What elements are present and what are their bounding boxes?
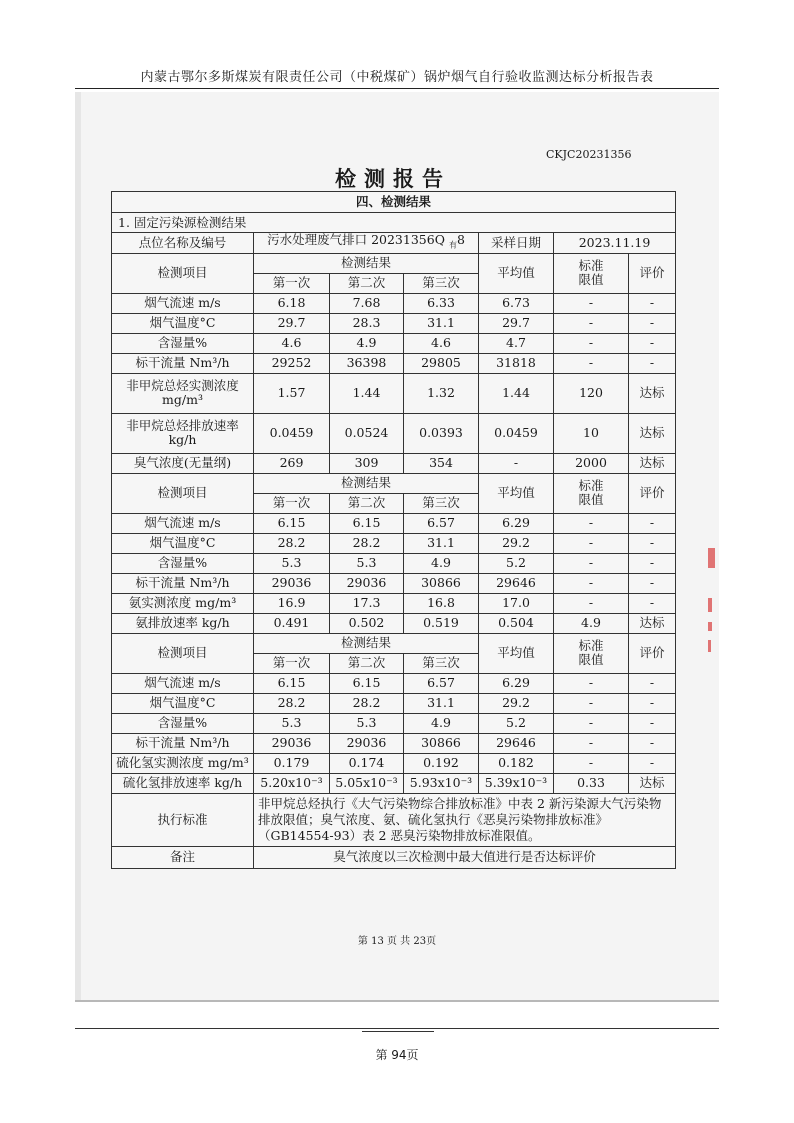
row-run2-value: 6.15 (330, 513, 404, 533)
table-row (112, 533, 676, 553)
row-run1-value: 6.18 (254, 293, 330, 313)
row-average-value: 0.182 (479, 753, 554, 773)
row-item-name: 臭气浓度(无量纲) (112, 453, 254, 473)
column-eval-header: 评价 (629, 633, 676, 673)
row-limit-value: - (554, 713, 629, 733)
row-run2-value: 309 (330, 453, 404, 473)
column-run2-header: 第二次 (330, 273, 404, 293)
row-run2-value: 28.2 (330, 693, 404, 713)
subsection-title: 1. 固定污染源检测结果 (112, 213, 676, 233)
row-evaluation: - (629, 293, 676, 313)
page-header: 内蒙古鄂尔多斯煤炭有限责任公司（中税煤矿）锅炉烟气自行验收监测达标分析报告表 (140, 70, 654, 85)
row-evaluation: 达标 (629, 453, 676, 473)
site-row (112, 233, 676, 254)
standard-text: 非甲烷总烃执行《大气污染物综合排放标准》中表 2 新污染源大气污染物排放限值；臭气浓度、氨、硫化氢执行《恶臭污染物排放标准》（GB14554-93）表 2 恶臭污染物排放标准限值。 (254, 793, 676, 846)
row-item-name: 硫化氢排放速率 kg/h (112, 773, 254, 793)
report-title: 检测报告 (335, 166, 451, 191)
row-run3-value: 31.1 (404, 693, 479, 713)
row-average-value: 31818 (479, 353, 554, 373)
column-results-header: 检测结果 (254, 253, 479, 273)
row-item-name: 烟气温度°C (112, 693, 254, 713)
row-run3-value: 30866 (404, 573, 479, 593)
table-row (112, 373, 676, 413)
table-row (112, 513, 676, 533)
row-limit-value: - (554, 533, 629, 553)
table-row (112, 753, 676, 773)
table-row (112, 613, 676, 633)
column-eval-header: 评价 (629, 473, 676, 513)
row-run2-value: 4.9 (330, 333, 404, 353)
row-limit-value: 0.33 (554, 773, 629, 793)
column-item-header: 检测项目 (112, 633, 254, 673)
row-run1-value: 6.15 (254, 513, 330, 533)
row-limit-value: 4.9 (554, 613, 629, 633)
remark-row (112, 846, 676, 868)
row-run3-value: 31.1 (404, 313, 479, 333)
row-evaluation: - (629, 693, 676, 713)
row-average-value: 5.2 (479, 553, 554, 573)
table-row (112, 353, 676, 373)
row-run1-value: 6.15 (254, 673, 330, 693)
red-stamp-mark (708, 622, 712, 631)
row-run1-value: 5.3 (254, 553, 330, 573)
row-evaluation: - (629, 733, 676, 753)
row-average-value: 6.29 (479, 513, 554, 533)
row-evaluation: - (629, 333, 676, 353)
row-limit-value: - (554, 693, 629, 713)
row-run1-value: 5.20x10⁻³ (254, 773, 330, 793)
row-run2-value: 1.44 (330, 373, 404, 413)
column-run2-header: 第二次 (330, 493, 404, 513)
footer-rule-short (362, 1031, 434, 1032)
table-row (112, 713, 676, 733)
row-item-name: 氨排放速率 kg/h (112, 613, 254, 633)
row-evaluation: - (629, 533, 676, 553)
column-run1-header: 第一次 (254, 653, 330, 673)
row-run1-value: 269 (254, 453, 330, 473)
row-limit-value: - (554, 733, 629, 753)
row-run1-value: 29036 (254, 573, 330, 593)
column-limit-header: 标准 限值 (554, 253, 629, 293)
row-item-name: 烟气流速 m/s (112, 293, 254, 313)
row-average-value: - (479, 453, 554, 473)
column-eval-header: 评价 (629, 253, 676, 293)
row-evaluation: 达标 (629, 613, 676, 633)
row-run1-value: 4.6 (254, 333, 330, 353)
row-item-name: 标干流量 Nm³/h (112, 573, 254, 593)
red-stamp-mark (708, 548, 715, 568)
row-run3-value: 0.519 (404, 613, 479, 633)
row-run3-value: 5.93x10⁻³ (404, 773, 479, 793)
column-item-header: 检测项目 (112, 473, 254, 513)
row-evaluation: 达标 (629, 773, 676, 793)
column-run3-header: 第三次 (404, 273, 479, 293)
row-run2-value: 6.15 (330, 673, 404, 693)
row-average-value: 5.2 (479, 713, 554, 733)
row-average-value: 0.504 (479, 613, 554, 633)
row-run2-value: 5.3 (330, 553, 404, 573)
row-run2-value: 29036 (330, 573, 404, 593)
row-average-value: 29.7 (479, 313, 554, 333)
row-run1-value: 29252 (254, 353, 330, 373)
scan-edge-shadow (75, 92, 81, 1000)
column-header-row (112, 253, 676, 273)
row-run3-value: 0.0393 (404, 413, 479, 453)
column-limit-header: 标准 限值 (554, 473, 629, 513)
row-limit-value: 2000 (554, 453, 629, 473)
table-row (112, 673, 676, 693)
row-run3-value: 16.8 (404, 593, 479, 613)
row-item-name: 烟气温度°C (112, 533, 254, 553)
row-average-value: 29646 (479, 573, 554, 593)
table-row (112, 333, 676, 353)
row-run2-value: 7.68 (330, 293, 404, 313)
row-item-name: 氨实测浓度 mg/m³ (112, 593, 254, 613)
row-average-value: 29646 (479, 733, 554, 753)
row-evaluation: 达标 (629, 413, 676, 453)
table-row (112, 413, 676, 453)
column-run1-header: 第一次 (254, 493, 330, 513)
row-run2-value: 28.3 (330, 313, 404, 333)
table-row (112, 453, 676, 473)
row-item-name: 含湿量% (112, 333, 254, 353)
column-avg-header: 平均值 (479, 633, 554, 673)
column-results-header: 检测结果 (254, 633, 479, 653)
column-run2-header: 第二次 (330, 653, 404, 673)
row-evaluation: - (629, 753, 676, 773)
row-run2-value: 5.05x10⁻³ (330, 773, 404, 793)
row-limit-value: - (554, 353, 629, 373)
table-row (112, 313, 676, 333)
row-evaluation: - (629, 553, 676, 573)
row-limit-value: - (554, 753, 629, 773)
row-average-value: 6.73 (479, 293, 554, 313)
row-run3-value: 6.57 (404, 673, 479, 693)
row-item-name: 烟气流速 m/s (112, 673, 254, 693)
row-item-name: 标干流量 Nm³/h (112, 353, 254, 373)
row-run3-value: 31.1 (404, 533, 479, 553)
row-evaluation: - (629, 313, 676, 333)
column-run3-header: 第三次 (404, 653, 479, 673)
row-evaluation: - (629, 573, 676, 593)
column-header-row (112, 633, 676, 653)
row-run1-value: 1.57 (254, 373, 330, 413)
row-limit-value: - (554, 673, 629, 693)
row-run3-value: 30866 (404, 733, 479, 753)
row-run2-value: 29036 (330, 733, 404, 753)
row-run3-value: 4.9 (404, 713, 479, 733)
column-item-header: 检测项目 (112, 253, 254, 293)
row-run3-value: 0.192 (404, 753, 479, 773)
header-rule (75, 88, 719, 89)
report-number: CKJC20231356 (546, 148, 632, 161)
row-limit-value: - (554, 513, 629, 533)
row-item-name: 含湿量% (112, 553, 254, 573)
row-evaluation: 达标 (629, 373, 676, 413)
remark-label: 备注 (112, 846, 254, 868)
column-avg-header: 平均值 (479, 473, 554, 513)
row-run2-value: 0.0524 (330, 413, 404, 453)
row-run2-value: 0.174 (330, 753, 404, 773)
row-run1-value: 29036 (254, 733, 330, 753)
row-average-value: 1.44 (479, 373, 554, 413)
results-table (111, 191, 676, 869)
row-average-value: 17.0 (479, 593, 554, 613)
date-label: 采样日期 (479, 233, 554, 254)
row-item-name: 非甲烷总烃排放速率 kg/h (112, 413, 254, 453)
row-run3-value: 29805 (404, 353, 479, 373)
table-row (112, 553, 676, 573)
table-row (112, 773, 676, 793)
row-run2-value: 0.502 (330, 613, 404, 633)
column-results-header: 检测结果 (254, 473, 479, 493)
inner-page-number: 第 13 页 共 23页 (357, 936, 437, 947)
row-run2-value: 5.3 (330, 713, 404, 733)
row-item-name: 非甲烷总烃实测浓度 mg/m³ (112, 373, 254, 413)
row-run1-value: 0.491 (254, 613, 330, 633)
row-run2-value: 28.2 (330, 533, 404, 553)
row-run1-value: 28.2 (254, 693, 330, 713)
row-run1-value: 5.3 (254, 713, 330, 733)
row-limit-value: - (554, 293, 629, 313)
row-average-value: 29.2 (479, 693, 554, 713)
row-run1-value: 0.179 (254, 753, 330, 773)
column-header-row (112, 473, 676, 493)
row-item-name: 烟气流速 m/s (112, 513, 254, 533)
table-row (112, 693, 676, 713)
red-stamp-mark (708, 640, 711, 652)
row-average-value: 6.29 (479, 673, 554, 693)
standard-label: 执行标准 (112, 793, 254, 846)
row-run2-value: 17.3 (330, 593, 404, 613)
row-evaluation: - (629, 593, 676, 613)
row-limit-value: - (554, 313, 629, 333)
column-avg-header: 平均值 (479, 253, 554, 293)
row-limit-value: 120 (554, 373, 629, 413)
standard-row (112, 793, 676, 846)
row-limit-value: - (554, 593, 629, 613)
site-label: 点位名称及编号 (112, 233, 254, 254)
row-evaluation: - (629, 513, 676, 533)
row-average-value: 4.7 (479, 333, 554, 353)
column-run1-header: 第一次 (254, 273, 330, 293)
row-average-value: 29.2 (479, 533, 554, 553)
row-run1-value: 28.2 (254, 533, 330, 553)
row-run3-value: 6.33 (404, 293, 479, 313)
site-value: 污水处理废气排口 20231356Q $_有$8 (254, 233, 479, 254)
row-run3-value: 4.6 (404, 333, 479, 353)
row-run1-value: 16.9 (254, 593, 330, 613)
row-run2-value: 36398 (330, 353, 404, 373)
row-run3-value: 4.9 (404, 553, 479, 573)
row-item-name: 硫化氢实测浓度 mg/m³ (112, 753, 254, 773)
footer-rule (75, 1028, 719, 1029)
row-item-name: 标干流量 Nm³/h (112, 733, 254, 753)
row-run3-value: 354 (404, 453, 479, 473)
row-item-name: 含湿量% (112, 713, 254, 733)
table-row (112, 733, 676, 753)
red-stamp-mark (708, 598, 712, 612)
row-limit-value: - (554, 333, 629, 353)
row-limit-value: 10 (554, 413, 629, 453)
table-row (112, 293, 676, 313)
row-item-name: 烟气温度°C (112, 313, 254, 333)
row-evaluation: - (629, 353, 676, 373)
date-value: 2023.11.19 (554, 233, 676, 254)
remark-text: 臭气浓度以三次检测中最大值进行是否达标评价 (254, 846, 676, 868)
row-evaluation: - (629, 673, 676, 693)
row-average-value: 5.39x10⁻³ (479, 773, 554, 793)
row-limit-value: - (554, 553, 629, 573)
column-limit-header: 标准 限值 (554, 633, 629, 673)
page-number: 第 94页 (375, 1048, 419, 1062)
row-run3-value: 1.32 (404, 373, 479, 413)
row-run1-value: 29.7 (254, 313, 330, 333)
row-run3-value: 6.57 (404, 513, 479, 533)
row-evaluation: - (629, 713, 676, 733)
table-row (112, 593, 676, 613)
row-run1-value: 0.0459 (254, 413, 330, 453)
section-title: 四、检测结果 (112, 192, 676, 213)
row-average-value: 0.0459 (479, 413, 554, 453)
table-row (112, 573, 676, 593)
column-run3-header: 第三次 (404, 493, 479, 513)
row-limit-value: - (554, 573, 629, 593)
